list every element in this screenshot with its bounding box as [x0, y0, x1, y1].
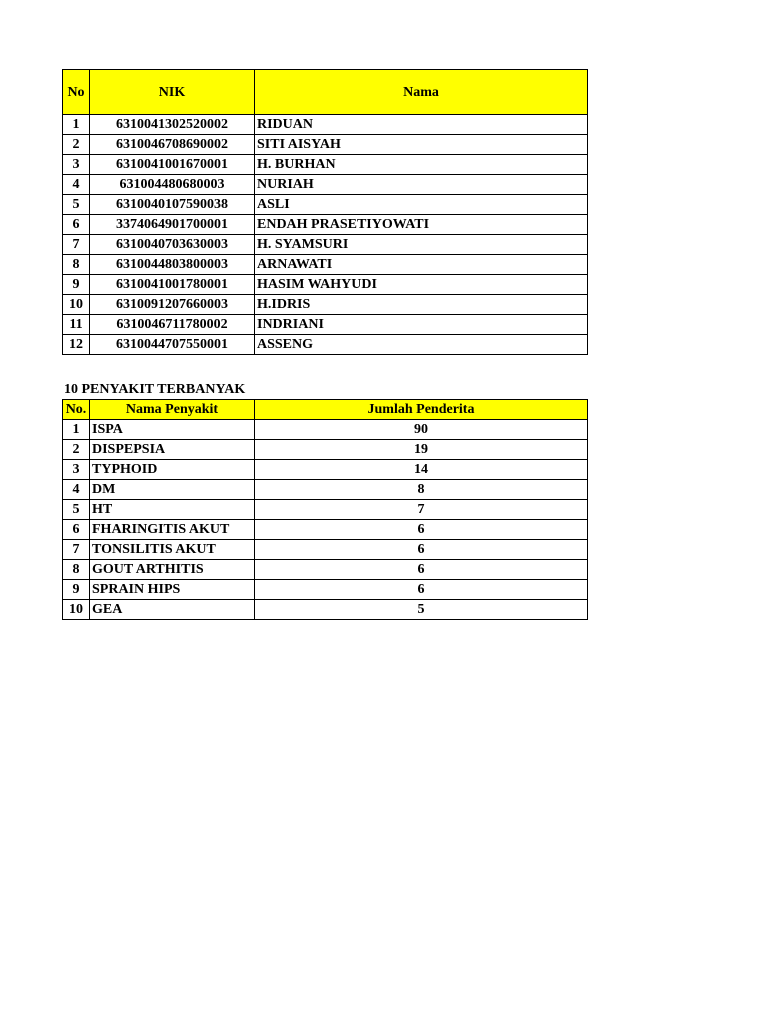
table-row [63, 275, 588, 295]
cell-nama: INDRIANI [255, 315, 588, 335]
table-row [63, 420, 588, 440]
disease-table-header [63, 400, 588, 420]
cell-no: 3 [63, 155, 90, 175]
cell-nik: 6310040107590038 [90, 195, 255, 215]
cell-penyakit: FHARINGITIS AKUT [90, 520, 255, 540]
table-row [63, 580, 588, 600]
cell-nik: 6310044707550001 [90, 335, 255, 355]
cell-nama: RIDUAN [255, 115, 588, 135]
header-no: No. [63, 400, 90, 420]
cell-penyakit: HT [90, 500, 255, 520]
cell-jumlah: 7 [255, 500, 588, 520]
cell-no: 11 [63, 315, 90, 335]
cell-no: 8 [63, 255, 90, 275]
cell-no: 4 [63, 480, 90, 500]
table-row [63, 335, 588, 355]
cell-nama: HASIM WAHYUDI [255, 275, 588, 295]
table-row [63, 115, 588, 135]
cell-nama: H. SYAMSURI [255, 235, 588, 255]
table-row [63, 480, 588, 500]
table-row [63, 175, 588, 195]
table-row [63, 295, 588, 315]
cell-no: 12 [63, 335, 90, 355]
cell-no: 7 [63, 540, 90, 560]
header-no: No [63, 70, 90, 115]
table-row [63, 255, 588, 275]
cell-penyakit: GOUT ARTHITIS [90, 560, 255, 580]
cell-nik: 631004480680003 [90, 175, 255, 195]
header-nik: NIK [90, 70, 255, 115]
cell-jumlah: 5 [255, 600, 588, 620]
table-row [63, 460, 588, 480]
disease-table-title: 10 PENYAKIT TERBANYAK [64, 382, 246, 397]
cell-penyakit: TYPHOID [90, 460, 255, 480]
cell-nik: 6310041001780001 [90, 275, 255, 295]
cell-nama: H.IDRIS [255, 295, 588, 315]
cell-no: 2 [63, 440, 90, 460]
table-row [63, 155, 588, 175]
cell-nik: 6310041001670001 [90, 155, 255, 175]
table-row [63, 195, 588, 215]
table-row [63, 235, 588, 255]
cell-nama: NURIAH [255, 175, 588, 195]
cell-jumlah: 6 [255, 520, 588, 540]
cell-jumlah: 14 [255, 460, 588, 480]
cell-no: 9 [63, 580, 90, 600]
cell-nama: ASLI [255, 195, 588, 215]
cell-no: 5 [63, 500, 90, 520]
cell-no: 4 [63, 175, 90, 195]
cell-jumlah: 90 [255, 420, 588, 440]
cell-nama: SITI AISYAH [255, 135, 588, 155]
table-row [63, 560, 588, 580]
patients-table-header [63, 70, 588, 115]
cell-jumlah: 6 [255, 540, 588, 560]
cell-no: 5 [63, 195, 90, 215]
cell-nama: ENDAH PRASETIYOWATI [255, 215, 588, 235]
cell-nik: 6310091207660003 [90, 295, 255, 315]
header-nama: Nama [255, 70, 588, 115]
cell-no: 6 [63, 520, 90, 540]
table-row [63, 500, 588, 520]
cell-no: 3 [63, 460, 90, 480]
cell-nama: ARNAWATI [255, 255, 588, 275]
cell-no: 6 [63, 215, 90, 235]
header-jumlah-penderita: Jumlah Penderita [255, 400, 588, 420]
cell-jumlah: 6 [255, 560, 588, 580]
cell-nik: 6310041302520002 [90, 115, 255, 135]
table-row [63, 315, 588, 335]
cell-no: 1 [63, 420, 90, 440]
cell-penyakit: SPRAIN HIPS [90, 580, 255, 600]
cell-jumlah: 6 [255, 580, 588, 600]
cell-no: 8 [63, 560, 90, 580]
cell-nik: 6310046711780002 [90, 315, 255, 335]
cell-penyakit: ISPA [90, 420, 255, 440]
header-nama-penyakit: Nama Penyakit [90, 400, 255, 420]
patients-table [62, 69, 588, 355]
table-row [63, 540, 588, 560]
cell-no: 10 [63, 600, 90, 620]
cell-nik: 6310046708690002 [90, 135, 255, 155]
cell-nik: 6310040703630003 [90, 235, 255, 255]
table-row [63, 600, 588, 620]
cell-nama: ASSENG [255, 335, 588, 355]
disease-table [62, 399, 588, 620]
cell-penyakit: GEA [90, 600, 255, 620]
cell-no: 9 [63, 275, 90, 295]
cell-no: 2 [63, 135, 90, 155]
cell-nik: 6310044803800003 [90, 255, 255, 275]
table-row [63, 440, 588, 460]
cell-nama: H. BURHAN [255, 155, 588, 175]
cell-penyakit: TONSILITIS AKUT [90, 540, 255, 560]
table-row [63, 135, 588, 155]
cell-no: 1 [63, 115, 90, 135]
cell-penyakit: DM [90, 480, 255, 500]
table-row [63, 215, 588, 235]
table-row [63, 520, 588, 540]
cell-jumlah: 8 [255, 480, 588, 500]
cell-nik: 3374064901700001 [90, 215, 255, 235]
cell-jumlah: 19 [255, 440, 588, 460]
cell-penyakit: DISPEPSIA [90, 440, 255, 460]
cell-no: 10 [63, 295, 90, 315]
cell-no: 7 [63, 235, 90, 255]
